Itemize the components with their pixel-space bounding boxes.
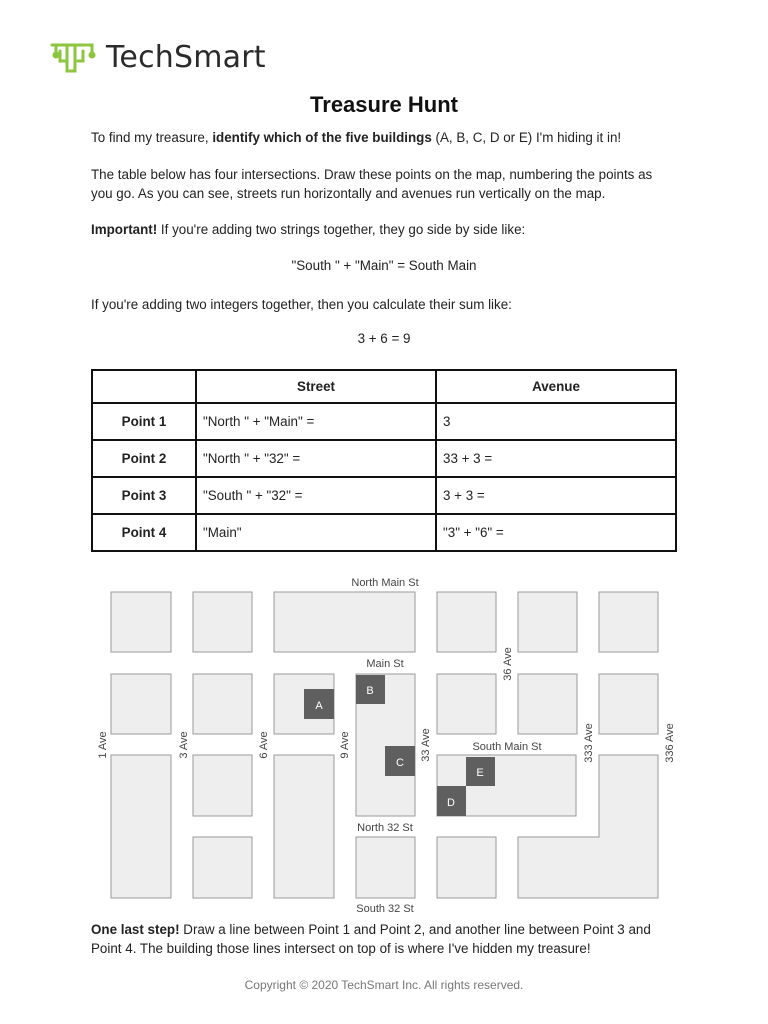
important-text: If you're adding two strings together, they go side by side like: xyxy=(157,222,526,237)
building-a-label: A xyxy=(315,700,323,712)
city-block xyxy=(599,674,658,734)
row-label: Point 4 xyxy=(92,514,196,551)
table-row xyxy=(92,477,676,514)
table-row xyxy=(92,514,676,551)
intro-bold: identify which of the five buildings xyxy=(212,130,432,145)
city-block xyxy=(437,674,496,734)
city-block xyxy=(111,755,171,898)
table-row xyxy=(92,440,676,477)
table-header-avenue: Avenue xyxy=(436,370,676,403)
avenue-label-333: 333 Ave xyxy=(583,723,595,763)
city-block xyxy=(111,592,171,652)
page-title: Treasure Hunt xyxy=(310,92,458,117)
avenue-label-1: 1 Ave xyxy=(97,731,109,759)
intro-suffix: (A, B, C, D or E) I'm hiding it in! xyxy=(431,130,622,145)
intro-prefix: To find my treasure, xyxy=(91,130,213,145)
city-block xyxy=(193,755,252,816)
building-b-label: B xyxy=(366,685,374,697)
city-block xyxy=(356,837,415,898)
building-c-label: C xyxy=(396,757,404,769)
integer-note: If you're adding two integers together, then you calculate their sum like: xyxy=(91,297,512,312)
copyright-footer: Copyright © 2020 TechSmart Inc. All rights reserved. xyxy=(244,978,524,992)
table-row xyxy=(92,403,676,440)
row-label: Point 3 xyxy=(92,477,196,514)
avenue-cell: 33 + 3 = xyxy=(436,440,676,477)
instructions-paragraph: The table below has four intersections. Draw these points on the map, numbering the points as you go. As you can see, streets run horizontally and avenues run vertically on the map. xyxy=(91,167,653,201)
city-block xyxy=(193,592,252,652)
street-label-main: Main St xyxy=(366,658,404,670)
row-label: Point 2 xyxy=(92,440,196,477)
avenue-cell: "3" + "6" = xyxy=(436,514,676,551)
city-block xyxy=(518,674,577,734)
string-example: "South " + "Main" = South Main xyxy=(291,258,477,273)
last-step-text: Draw a line between Point 1 and Point 2, and another line between Point 3 and Point 4. The building those lines intersect on top of is where I've hidden my treasure! xyxy=(91,922,651,956)
intersections-table xyxy=(91,369,677,552)
brand-name: TechSmart xyxy=(106,40,266,75)
brand-logo xyxy=(48,40,266,76)
street-label-south-main: South Main St xyxy=(472,741,542,753)
avenue-label-3: 3 Ave xyxy=(178,731,190,759)
avenue-label-36: 36 Ave xyxy=(502,647,514,681)
avenue-cell: 3 xyxy=(436,403,676,440)
integer-example: 3 + 6 = 9 xyxy=(357,331,411,346)
city-block xyxy=(193,674,252,734)
street-cell: "North " + "32" = xyxy=(196,440,436,477)
avenue-label-6: 6 Ave xyxy=(258,731,270,759)
avenue-label-33: 33 Ave xyxy=(420,728,432,762)
street-map xyxy=(0,565,768,917)
last-step-paragraph xyxy=(91,920,681,958)
street-label-south-32: South 32 St xyxy=(356,903,414,915)
street-label-north-main: North Main St xyxy=(351,577,419,589)
city-block xyxy=(599,592,658,652)
city-block xyxy=(274,755,334,898)
important-label: Important! xyxy=(91,222,158,237)
city-block xyxy=(518,592,577,652)
city-block xyxy=(274,592,415,652)
street-cell: "South " + "32" = xyxy=(196,477,436,514)
street-cell: "North " + "Main" = xyxy=(196,403,436,440)
avenue-label-336: 336 Ave xyxy=(664,723,676,763)
row-label: Point 1 xyxy=(92,403,196,440)
circuit-t-icon xyxy=(48,41,96,75)
street-cell: "Main" xyxy=(196,514,436,551)
table-header-blank xyxy=(92,370,196,403)
avenue-label-9: 9 Ave xyxy=(339,731,351,759)
building-d-label: D xyxy=(447,797,455,809)
intro-paragraph xyxy=(91,128,671,147)
table-header-row xyxy=(92,370,676,403)
city-block xyxy=(437,592,496,652)
city-block xyxy=(111,674,171,734)
city-block xyxy=(193,837,252,898)
important-paragraph xyxy=(91,220,671,239)
table-header-street: Street xyxy=(196,370,436,403)
city-block xyxy=(437,837,496,898)
last-step-label: One last step! xyxy=(91,922,180,937)
building-e-label: E xyxy=(476,767,484,779)
avenue-cell: 3 + 3 = xyxy=(436,477,676,514)
street-label-north-32: North 32 St xyxy=(357,822,413,834)
